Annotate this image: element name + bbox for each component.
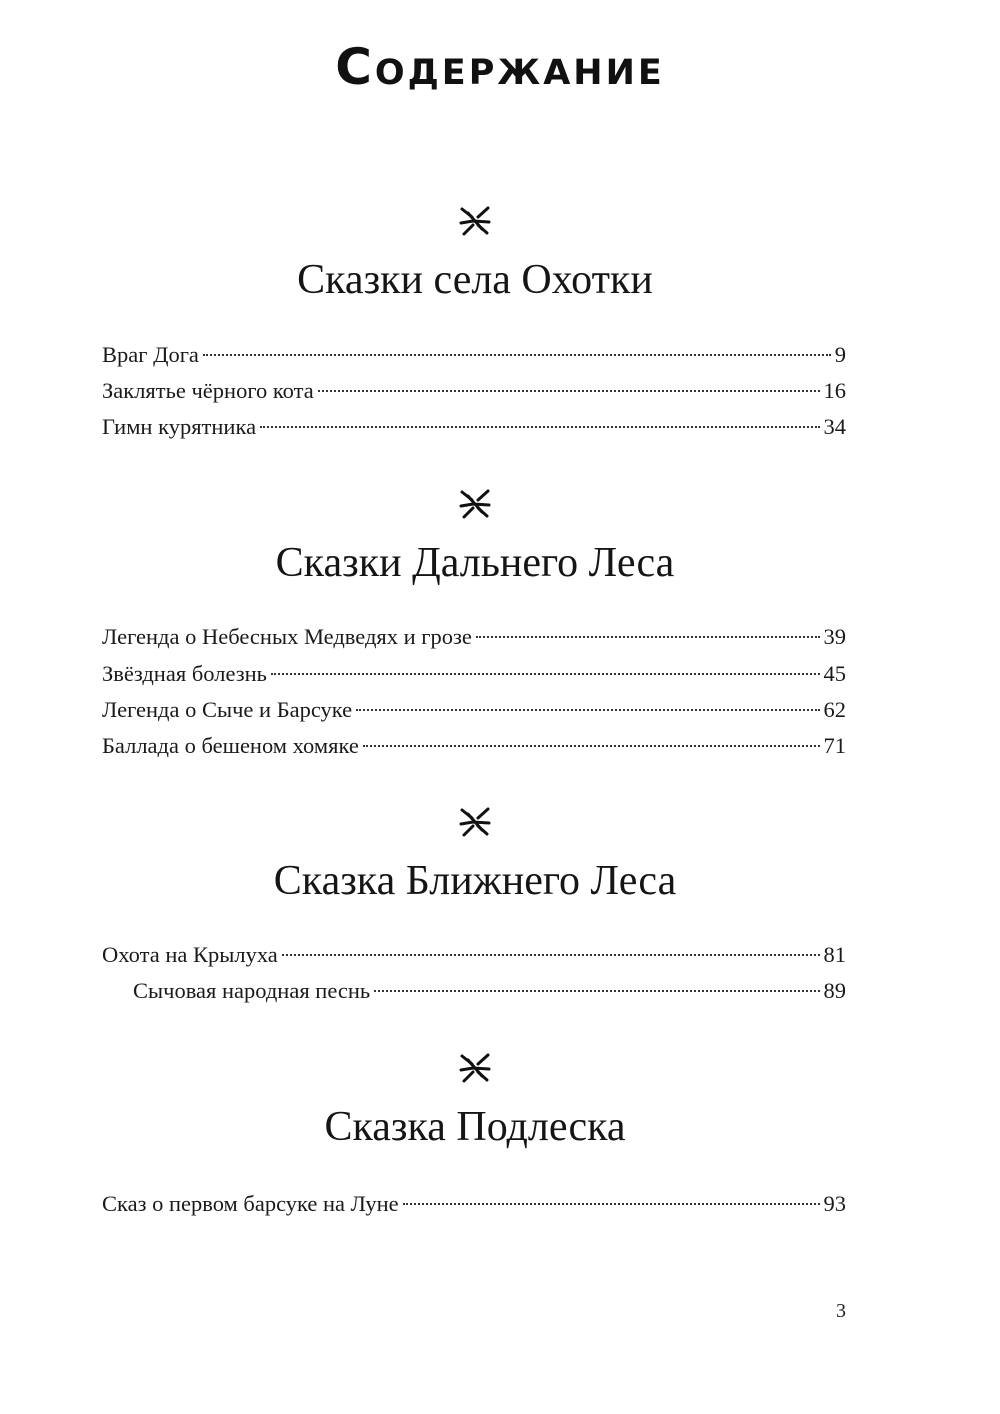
toc-entry-title: Легенда о Сыче и Барсуке — [102, 697, 353, 722]
toc-entry-page: 34 — [823, 414, 846, 439]
leader-dots — [374, 990, 819, 992]
toc-entry[interactable] — [102, 338, 846, 372]
section-title: Сказка Подлеска — [324, 1104, 626, 1150]
page-number: 3 — [836, 1300, 846, 1322]
section-title: Сказки Дальнего Леса — [275, 540, 675, 586]
toc-entry[interactable] — [102, 410, 846, 444]
leader-dots — [356, 709, 819, 711]
leader-dots — [203, 354, 831, 356]
star-scribble-icon — [458, 804, 492, 838]
toc-entry[interactable] — [102, 657, 846, 691]
toc-entry-title: Враг Дога — [102, 342, 199, 367]
leader-dots — [318, 390, 820, 392]
toc-entry-title: Легенда о Небесных Медведях и грозе — [102, 624, 472, 649]
toc-entry-page: 39 — [823, 624, 846, 649]
toc-entry-title: Гимн курятника — [102, 414, 257, 439]
toc-entry[interactable] — [102, 938, 846, 972]
star-scribble-icon — [458, 1050, 492, 1084]
toc-entry[interactable] — [102, 729, 846, 763]
page-title: Содержание — [335, 38, 665, 96]
toc-entry-title: Сказ о первом барсуке на Луне — [102, 1191, 399, 1216]
toc-entry-title: Звёздная болезнь — [102, 661, 267, 686]
toc-entry-page: 89 — [823, 978, 846, 1003]
toc-entry-title: Заклятье чёрного кота — [102, 378, 314, 403]
leader-dots — [271, 673, 820, 675]
star-scribble-icon — [458, 486, 492, 520]
leader-dots — [476, 636, 820, 638]
toc-entry[interactable] — [102, 1187, 846, 1221]
leader-dots — [403, 1203, 820, 1205]
toc-entry[interactable] — [102, 693, 846, 727]
section-title: Сказка Ближнего Леса — [273, 858, 677, 904]
leader-dots — [260, 426, 819, 428]
toc-entry[interactable] — [133, 974, 846, 1008]
leader-dots — [363, 745, 820, 747]
toc-entry-page: 93 — [823, 1191, 846, 1216]
toc-entry-page: 81 — [823, 942, 846, 967]
leader-dots — [282, 954, 820, 956]
toc-entry[interactable] — [102, 620, 846, 654]
toc-entry[interactable] — [102, 374, 846, 408]
toc-entry-page: 62 — [823, 697, 846, 722]
toc-entry-page: 9 — [834, 342, 846, 367]
toc-entry-title: Охота на Крылуха — [102, 942, 278, 967]
toc-entry-page: 16 — [823, 378, 846, 403]
toc-entry-title: Баллада о бешеном хомяке — [102, 733, 359, 758]
toc-entry-title: Сычовая народная песнь — [133, 978, 371, 1003]
section-title: Сказки села Охотки — [297, 257, 653, 303]
toc-entry-page: 45 — [823, 661, 846, 686]
toc-entry-page: 71 — [823, 733, 846, 758]
star-scribble-icon — [458, 203, 492, 237]
